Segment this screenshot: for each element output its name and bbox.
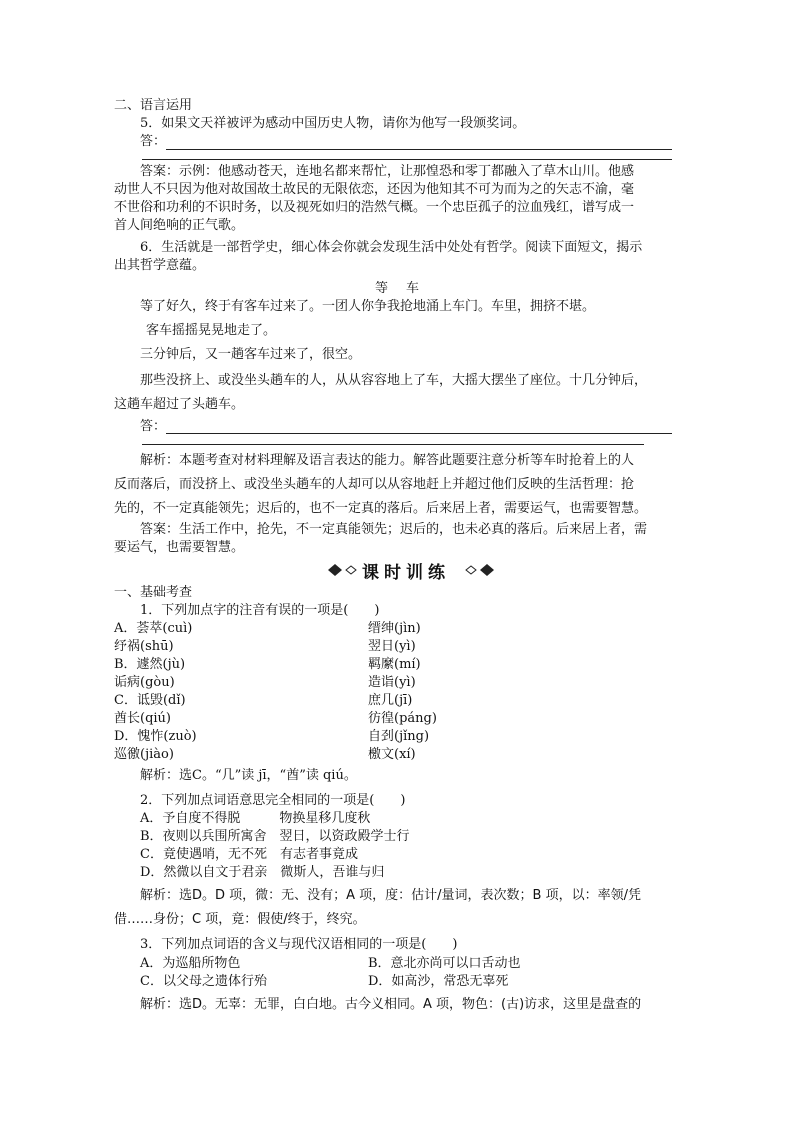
q3-option-right: B．意北亦尚可以口舌动也	[368, 956, 521, 971]
passage-paragraph: 等了好久，终于有客车过来了。一团人你争我抢地涌上车门。车里，拥挤不堪。	[140, 299, 596, 314]
answer-line	[142, 159, 672, 160]
question-5-stem: 5．如果文天祥被评为感动中国历史人物，请你为他写一段颁奖词。	[140, 116, 526, 131]
q1-option-left: A．荟萃(cuì)	[114, 621, 193, 636]
q1-option-right: 羁縻(mí)	[368, 657, 421, 672]
question-5-answer-label: 答：	[140, 134, 167, 149]
question-2-analysis-line: 解析：选D。D 项，微：无、没有；A 项，度：估计/量词，表次数；B 项，以：率领/凭	[140, 888, 641, 903]
question-1-stem: 1．下列加点字的注音有误的一项是( )	[140, 603, 380, 618]
q1-option-right: 缙绅(jìn)	[368, 621, 421, 636]
question-2-stem: 2．下列加点词语意思完全相同的一项是( )	[140, 793, 406, 808]
q1-option-left: 巡徼(jiào)	[114, 747, 174, 762]
answer-line	[142, 444, 644, 445]
question-6-analysis-line: 先的，不一定真能领先；迟后的，也不一定真的落后。后来居上者，需要运气，也需要智慧。	[114, 501, 648, 516]
q3-option-left: C．以父母之遗体行殆	[140, 974, 267, 989]
q1-option-right: 彷徨(páng)	[368, 711, 437, 726]
question-1-analysis: 解析：选C。“几”读 jī，“酋”读 qiú。	[140, 768, 357, 783]
q2-option: D．然微以自文于君亲 微斯人，吾谁与归	[140, 865, 385, 880]
question-2-analysis-line: 借……身份；C 项，竟：假使/终于，终究。	[114, 912, 366, 927]
q3-option-left: A．为巡船所物色	[140, 956, 241, 971]
answer-line	[166, 433, 672, 434]
passage-paragraph: 客车摇摇晃晃地走了。	[146, 323, 277, 338]
question-3-analysis: 解析：选D。无辜：无罪，白白地。古今义相同。A 项，物色：(古)访求，这里是盘查的	[140, 997, 642, 1012]
passage-paragraph: 那些没挤上、或没坐头趟车的人，从从容容地上了车，大摇大摆坐了座位。十几分钟后，	[140, 373, 648, 388]
section-heading-language-use: 二、语言运用	[114, 98, 193, 113]
passage-paragraph: 这趟车超过了头趟车。	[114, 397, 245, 412]
q1-option-right: 造诣(yì)	[368, 675, 416, 690]
q1-option-right: 庶几(jī)	[368, 693, 413, 708]
q2-option: A．予自度不得脱 物换星移几度秋	[140, 811, 371, 826]
q2-option: B．夜则以兵围所寓舍 翌日，以资政殿学士行	[140, 829, 410, 844]
question-6-analysis-line: 解析：本题考查对材料理解及语言表达的能力。解答此题要注意分析等车时抢着上的人	[140, 453, 635, 468]
q2-option: C．竟使遇哨，无不死 有志者事竟成	[140, 847, 358, 862]
q1-option-left: D．愧怍(zuò)	[114, 729, 197, 744]
q1-option-right: 自刭(jǐng)	[368, 729, 430, 744]
section-banner	[326, 560, 496, 583]
question-6-stem-line: 6．生活就是一部哲学史，细心体会你就会发现生活中处处有哲学。阅读下面短文，揭示	[140, 240, 643, 255]
q1-option-left: B．遽然(jù)	[114, 657, 186, 672]
q1-option-right: 翌日(yì)	[368, 639, 416, 654]
q1-option-left: 纾祸(shū)	[114, 639, 174, 654]
question-6-key-line: 要运气，也需要智慧。	[114, 540, 245, 555]
passage-title: 等车	[374, 281, 437, 296]
question-5-key-line: 动世人不只因为他对故国故土故民的无限依恋，还因为他知其不可为而为之的矢志不渝，毫	[114, 182, 635, 197]
q1-option-left: 诟病(gòu)	[114, 675, 175, 690]
question-5-key-line: 不世俗和功利的不识时务，以及视死如归的浩然气概。一个忠臣孤子的泣血残红，谱写成一	[114, 200, 635, 215]
section-heading-basics: 一、基础考查	[114, 585, 193, 600]
question-6-answer-label: 答：	[140, 419, 167, 434]
q3-option-right: D．如高沙，常恐无辜死	[368, 974, 509, 989]
answer-line	[166, 149, 672, 150]
q1-option-right: 檄文(xí)	[368, 747, 416, 762]
question-5-key-line: 首人间绝响的正气歌。	[114, 218, 245, 233]
question-6-stem-line: 出其哲学意蕴。	[114, 258, 206, 273]
question-6-analysis-line: 反而落后，而没挤上、或没坐头趟车的人却可以从容地赶上并超过他们反映的生活哲理：抢	[114, 477, 635, 492]
question-5-key-line: 答案：示例：他感动苍天，连地名都来帮忙，让那惶恐和零丁都融入了草木山川。他感	[140, 164, 635, 179]
q1-option-left: 酋长(qiú)	[114, 711, 171, 726]
q1-option-left: C．诋毁(dǐ)	[114, 693, 186, 708]
passage-paragraph: 三分钟后，又一趟客车过来了，很空。	[140, 347, 362, 362]
question-6-key-line: 答案：生活工作中，抢先，不一定真能领先；迟后的，也未必真的落后。后来居上者，需	[140, 522, 648, 537]
banner-title: 课时训练	[362, 563, 450, 583]
question-3-stem: 3．下列加点词语的含义与现代汉语相同的一项是( )	[140, 937, 458, 952]
